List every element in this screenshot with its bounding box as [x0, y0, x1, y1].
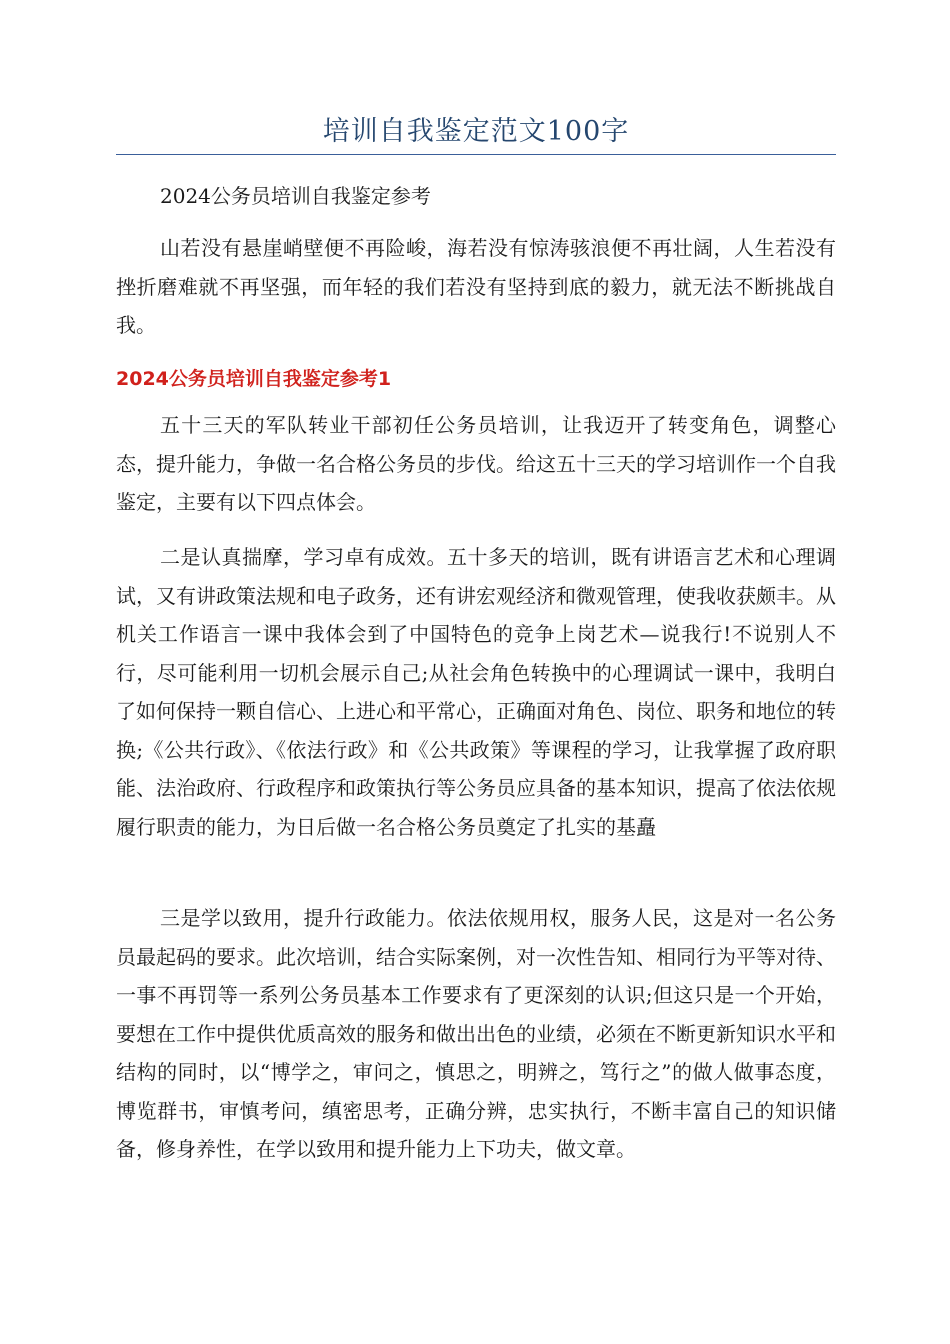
- body-paragraph-1: 五十三天的军队转业干部初任公务员培训，让我迈开了转变角色，调整心态，提升能力，争做一名合格公务员的步伐。给这五十三天的学习培训作一个自我鉴定，主要有以下四点体会。: [116, 413, 836, 514]
- section-heading: 2024公务员培训自我鉴定参考1: [116, 368, 392, 390]
- intro-paragraph: 山若没有悬崖峭壁便不再险峻，海若没有惊涛骇浪便不再壮阔，人生若没有挫折磨难就不再坚强，而年轻的我们若没有坚持到底的毅力，就无法不断挑战自我。: [116, 236, 836, 337]
- body-paragraph-2: 二是认真揣摩，学习卓有成效。五十多天的培训，既有讲语言艺术和心理调试，又有讲政策法规和电子政务，还有讲宏观经济和微观管理，使我收获颇丰。从机关工作语言一课中我体会到了中国特色的竞争上岗艺术—说我行!不说别人不行，尽可能利用一切机会展示自己;从社会角色转换中的心理调试一课中，我明白了如何保持一颗自信心、上进心和平常心，正确面对角色、岗位、职务和地位的转换;《公共行政》、《依法行政》和《公共政策》等课程的学习，让我掌握了政府职能、法治政府、行政程序和政策执行等公务员应具备的基本知识，提高了依法依规履行职责的能力，为日后做一名合格公务员奠定了扎实的基矗: [116, 545, 836, 839]
- title-underline: [116, 154, 836, 155]
- document-subtitle: 2024公务员培训自我鉴定参考: [160, 184, 431, 208]
- document-title: 培训自我鉴定范文100字: [322, 116, 630, 147]
- body-paragraph-3: 三是学以致用，提升行政能力。依法依规用权，服务人民，这是对一名公务员最起码的要求。此次培训，结合实际案例，对一次性告知、相同行为平等对待、一事不再罚等一系列公务员基本工作要求有了更深刻的认识;但这只是一个开始，要想在工作中提供优质高效的服务和做出出色的业绩，必须在不断更新知识水平和结构的同时，以“博学之，审问之，慎思之，明辨之，笃行之”的做人做事态度，博览群书，审慎考问，缜密思考，正确分辨，忠实执行，不断丰富自己的知识储备，修身养性，在学以致用和提升能力上下功夫，做文章。: [116, 906, 836, 1161]
